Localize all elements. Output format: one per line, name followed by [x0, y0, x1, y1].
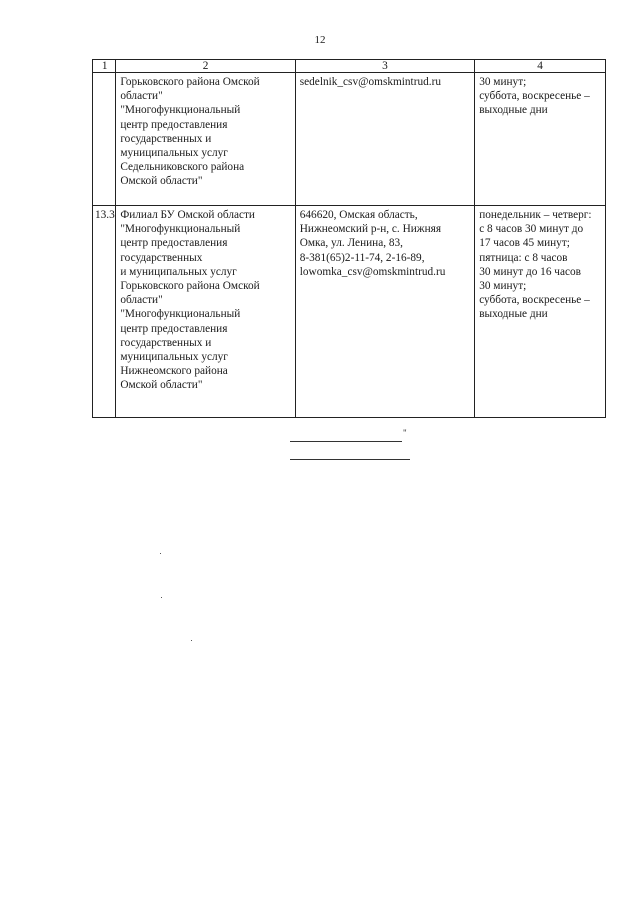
- table-row: [93, 73, 606, 206]
- hours-line: 30 минут до 16 часов: [479, 265, 581, 278]
- organizations-table: [92, 59, 606, 418]
- organization-name-line: Омской области": [120, 379, 203, 392]
- address-line: 646620, Омская область,: [299, 209, 418, 221]
- organization-name-line: государственных и: [120, 336, 212, 349]
- hours-line: понедельник – четверг:: [479, 209, 592, 221]
- address-cell: [295, 206, 474, 418]
- hours-line: 30 минут;: [479, 280, 527, 293]
- organization-name-line: Горьковского района Омской: [120, 76, 260, 88]
- scan-speck: [160, 553, 161, 554]
- organization-name-line: Филиал БУ Омской области: [120, 209, 255, 221]
- hours-line: с 8 часов 30 минут до: [479, 223, 584, 236]
- hours-line: 30 минут;: [479, 76, 527, 88]
- hours-line: выходные дни: [479, 104, 548, 117]
- organization-name-line: "Многофункциональный: [120, 104, 241, 117]
- organization-name-line: центр предоставления: [120, 322, 228, 335]
- hours-line: пятница: с 8 часов: [479, 251, 568, 264]
- scan-speck: [191, 640, 192, 641]
- organization-name-line: области": [120, 90, 163, 103]
- email-line: sedelnik_csv@omskmintrud.ru: [299, 76, 441, 88]
- hours-line: выходные дни: [479, 308, 548, 321]
- column-header-1: 1: [93, 60, 116, 73]
- organization-name-line: Омской области": [120, 175, 203, 188]
- closing-quote-mark: ": [403, 428, 407, 438]
- hours-line: суббота, воскресенье –: [479, 294, 590, 307]
- phone-line: 8-381(65)2-11-74, 2-16-89,: [299, 251, 425, 264]
- organization-name-line: Нижнеомского района: [120, 365, 228, 378]
- address-cell: [295, 73, 474, 206]
- table-row: [93, 206, 606, 418]
- closing-line-upper: [290, 441, 402, 442]
- organization-name-line: государственных: [120, 251, 203, 264]
- organization-name-line: государственных и: [120, 132, 212, 145]
- organization-name-line: "Многофункциональный: [120, 308, 241, 321]
- working-hours-cell: [475, 73, 606, 206]
- organization-name-cell: [116, 73, 295, 206]
- page-number: 12: [314, 34, 326, 46]
- organization-name-line: Седельниковского района: [120, 161, 245, 174]
- table-header-row: [93, 60, 606, 73]
- organization-name-line: центр предоставления: [120, 237, 228, 250]
- organization-name-line: области": [120, 294, 163, 307]
- address-line: Нижнеомский р-н, с. Нижняя: [299, 223, 442, 236]
- organization-name-line: центр предоставления: [120, 118, 228, 131]
- column-header-4: 4: [475, 60, 606, 73]
- organization-name-line: муниципальных услуг: [120, 351, 228, 364]
- organization-name-cell: [116, 206, 295, 418]
- closing-line-lower: [290, 459, 410, 460]
- hours-line: суббота, воскресенье –: [479, 90, 590, 103]
- organization-name-line: муниципальных услуг: [120, 147, 228, 160]
- address-line: Омка, ул. Ленина, 83,: [299, 237, 403, 250]
- column-header-3: 3: [295, 60, 474, 73]
- column-header-2: 2: [116, 60, 295, 73]
- organization-name-line: и муниципальных услуг: [120, 265, 237, 278]
- organization-name-line: Горьковского района Омской: [120, 280, 260, 293]
- email-line: lowomka_csv@omskmintrud.ru: [299, 265, 446, 278]
- organization-name-line: "Многофункциональный: [120, 223, 241, 236]
- scan-speck: [161, 597, 162, 598]
- row-number-cell: 13.3: [93, 206, 116, 418]
- hours-line: 17 часов 45 минут;: [479, 237, 570, 250]
- working-hours-cell: [475, 206, 606, 418]
- row-number-cell: [93, 73, 116, 206]
